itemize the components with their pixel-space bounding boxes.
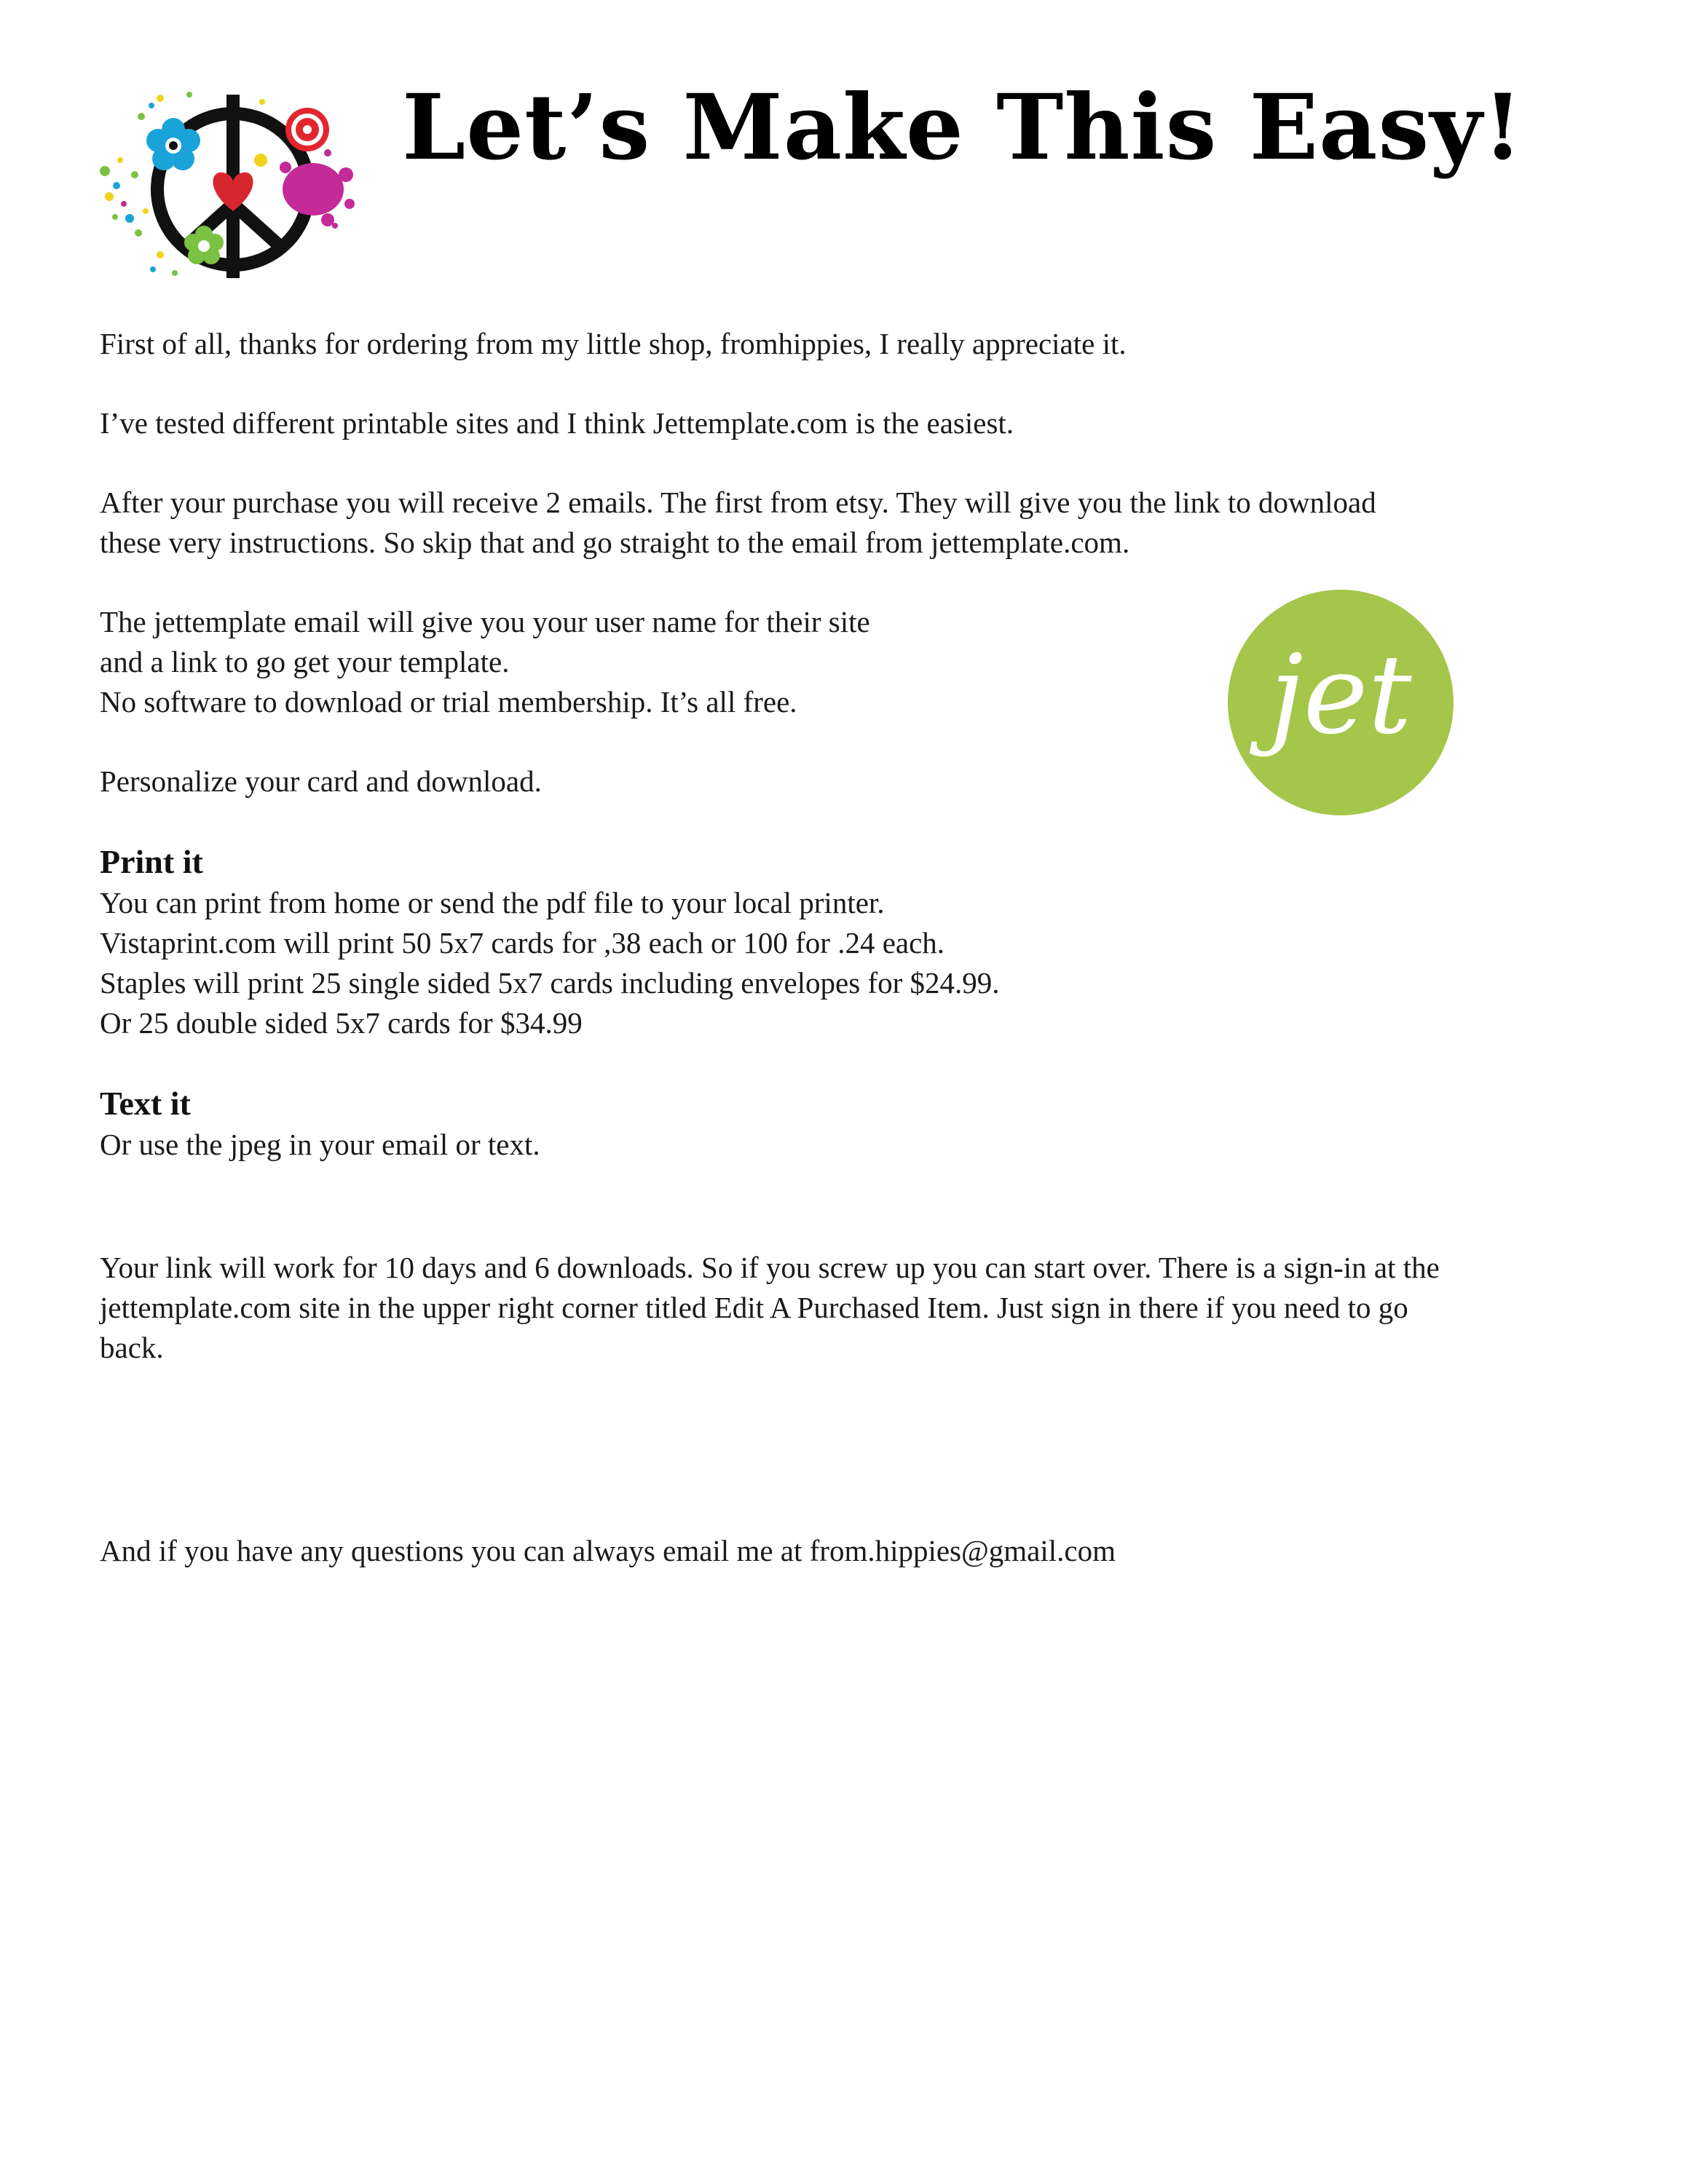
peace-sign-logo: [95, 87, 371, 284]
jettemplate-email-paragraph: [100, 602, 1600, 722]
emails-line: these very instructions. So skip that and go straight to the email from jettemplate.com.: [100, 526, 1130, 559]
jettemplate-line: The jettemplate email will give you your user name for their site: [100, 605, 870, 638]
print-line: Or 25 double sided 5x7 cards for $34.99: [100, 1006, 583, 1040]
jettemplate-line: No software to download or trial membership. It’s all free.: [100, 685, 797, 719]
print-line: You can print from home or send the pdf file to your local printer.: [100, 886, 885, 919]
magenta-splash-icon: [280, 162, 355, 226]
tested-sites-paragraph: I’ve tested different printable sites and I think Jettemplate.com is the easiest.: [100, 406, 1014, 440]
emails-line: After your purchase you will receive 2 emails. The first from etsy. They will give you the link to download: [100, 486, 1376, 519]
yellow-dot-icon: [254, 154, 267, 167]
jettemplate-line: and a link to go get your template.: [100, 645, 510, 678]
print-line: Staples will print 25 single sided 5x7 cards including envelopes for $24.99.: [100, 966, 1000, 1000]
emails-paragraph: [100, 483, 1600, 563]
closing-paragraph: And if you have any questions you can always email me at from.hippies@gmail.com: [100, 1534, 1116, 1567]
instructions-body: [100, 324, 1600, 1610]
print-line: Vistaprint.com will print 50 5x7 cards for ,38 each or 100 for .24 each.: [100, 926, 945, 960]
print-it-heading: Print it: [100, 843, 203, 880]
spacer: [100, 1204, 1600, 1248]
text-it-heading: Text it: [100, 1085, 191, 1122]
intro-paragraph: First of all, thanks for ordering from my little shop, fromhippies, I really appreciate it.: [100, 327, 1127, 360]
link-info-line: jettemplate.com site in the upper right corner titled Edit A Purchased Item. Just sign in there if you need to go: [100, 1291, 1408, 1324]
spacer: [100, 1407, 1600, 1531]
personalize-paragraph: Personalize your card and download.: [100, 764, 542, 798]
text-it-body: Or use the jpeg in your email or text.: [100, 1128, 540, 1161]
jet-logo-text: jet: [1269, 632, 1412, 759]
page-title: Let’s Make This Easy!: [402, 75, 1523, 181]
green-flower-icon: [184, 226, 224, 264]
link-info-line: Your link will work for 10 days and 6 downloads. So if you screw up you can start over. There is a sign-in at the: [100, 1251, 1440, 1284]
print-it-body: [100, 883, 1600, 1043]
link-info-line: back.: [100, 1331, 164, 1364]
link-info-paragraph: [100, 1248, 1600, 1368]
red-flower-icon: [285, 108, 329, 151]
